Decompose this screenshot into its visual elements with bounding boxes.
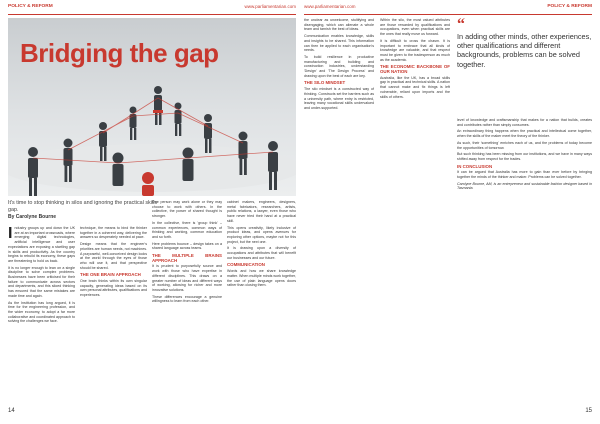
paragraph: An extraordinary thing happens when the practical and intellectual come together, when the skills of the maker meet the theory of the thinker. bbox=[457, 129, 592, 139]
text-column-5 bbox=[304, 18, 374, 406]
right-page-header bbox=[304, 0, 592, 15]
paragraph: It is difficult to cross the chasm. It is important to embrace that all kinds of knowledge are valuable, and that respect must be given to the tradesperson as much as the academic. bbox=[380, 38, 450, 62]
text-column-3 bbox=[152, 200, 222, 406]
page-number-right: 15 bbox=[585, 408, 592, 414]
paragraph: It is prudent to purposefully source and work with those who have expertise in different disciplines. This draws on a greater number of ideas and different ways of working, allowing for richer and more innovative solutions. bbox=[152, 264, 222, 292]
paragraph: cabinet makers, engineers, designers, metal fabricators, researchers, artists, public relations, a lawyer, even those who have never tried their hand at a practical skill. bbox=[227, 200, 296, 223]
text-column-4 bbox=[227, 200, 296, 406]
paragraph: Words and how we share knowledge matter. When multiple minds work together, the use of plain language opens doors rather than closing them. bbox=[227, 269, 296, 288]
paragraph: ndustry groups up and down the UK are at an important crossroads, where emerging digital technologies, artificial intelligence and user expectations are exposing a startling gap in skills and productivity. As the country begins to rebuild its economy, these gaps are threatening to hold us back. bbox=[8, 226, 75, 263]
paragraph: Australia, like the UK, has a broad skills gap in practical and technical skills. A nation that cannot make and fix things is left vulnerable, reliant upon imports and the skills of others. bbox=[380, 75, 450, 99]
section-heading: THE SILO MINDSET bbox=[304, 80, 346, 86]
paragraph: Here problems bounce – design takes on a shared language across teams. bbox=[152, 241, 222, 251]
paragraph: It is no longer enough to lean on a single discipline to solve complex problems. Businesses have been criticised for their failure to communicate across sectors and departments, and this siloed thinking has ensured that the same mistakes are made time and again. bbox=[8, 265, 75, 298]
pull-quote-text: In adding other minds, other experiences, other qualifications and different backgrounds, problems can be solved together. bbox=[457, 32, 592, 69]
paragraph: level of knowledge and craftsmanship that makes for a nation that builds, creates and contributes rather than simply consumes. bbox=[457, 118, 592, 127]
paragraph: As the Institution has long argued, it is time for the engineering profession, and the wider economy, to adopt a far more collaborative and coordinated approach to solving the challenges we face. bbox=[8, 300, 75, 324]
article-title: Bridging the gap bbox=[20, 38, 219, 68]
paragraph: One brain thinks within its own singular capacity, generating ideas based on its own personal attributes, qualifications and experiences. bbox=[80, 279, 147, 298]
text-column-6 bbox=[380, 18, 450, 406]
paragraph: But such thinking has been missing from our institutions, and we have in many ways shifted away from respect for the trades. bbox=[457, 152, 592, 161]
pull-quote bbox=[457, 18, 592, 69]
section-heading: THE ECONOMIC BACKBONE OF OUR NATION bbox=[380, 64, 450, 75]
paragraph: In the collective, there is 'group think' – common experiences, common ways of thinking and working, common education and so forth. bbox=[152, 220, 222, 239]
author-byline: By Carolyne Bourne bbox=[8, 214, 57, 220]
website-url[interactable]: www.parliamentarian.com bbox=[304, 4, 356, 9]
paragraph: One person may work alone or they may choose to work with others. In the collective, the power of shared thought is stronger. bbox=[152, 200, 222, 219]
website-url[interactable]: www.parliamentarian.com bbox=[244, 4, 296, 9]
text-column-2 bbox=[80, 226, 147, 406]
paragraph: technique, the means to bind the thinker together in a coherent way, delivering the answers so desperately needed at pace. bbox=[80, 226, 147, 240]
paragraph: These differences encourage a genuine willingness to learn from each other. bbox=[152, 294, 222, 304]
section-heading: THE ONE BRAIN APPROACH bbox=[80, 272, 141, 278]
page-number-left: 14 bbox=[8, 408, 15, 414]
text-column-7 bbox=[457, 118, 592, 406]
section-label: POLICY & REFORM bbox=[8, 4, 53, 9]
paragraph: As such, their 'something' enriches each of us, and the problems of today become the opportunities of tomorrow. bbox=[457, 140, 592, 150]
drop-cap: I bbox=[8, 225, 13, 242]
paragraph: It can be argued that Australia has more to gain than ever before by bringing together the minds of the thinker and maker. Problems can be solved together. bbox=[457, 170, 592, 180]
paragraph: Design means that the engineer's priorities are human needs, not machines. A purposeful, well-conceived design looks at the world through the eyes of those who will use it, and that perspective should be shared. bbox=[80, 242, 147, 270]
paragraph: Communication enables knowledge, skills and insights to be shared. This information can then be applied to each organisation's needs. bbox=[304, 34, 374, 53]
section-heading: THE MULTIPLE BRAINS APPROACH bbox=[152, 253, 222, 263]
section-heading: COMMUNICATION bbox=[227, 262, 265, 268]
paragraph: Within the silo, the most valued attributes are those rewarded by qualifications and occupations, even when practical skills are the ones that really move us forward. bbox=[380, 18, 450, 37]
paragraph: The silo mindset is a constructed way of thinking. Constructs set the barriers such as a university path, where entry is restricted, leaving many vocational skills undervalued and under-supported. bbox=[304, 87, 374, 110]
quote-mark-icon: “ bbox=[457, 16, 465, 33]
hero-image bbox=[8, 18, 296, 196]
paragraph: To build resilience in productive manufacturing and building and construction industries, understanding 'Design' and 'The Design Process' and drawing upon the best of each are key. bbox=[304, 54, 374, 78]
left-page-header bbox=[8, 0, 296, 15]
author-bio: Carolyne Bourne, AM, is an entrepreneur and sustainable fashion designer based in Tasmania. bbox=[457, 181, 592, 191]
text-column-1 bbox=[8, 226, 75, 406]
section-heading: IN CONCLUSION bbox=[457, 163, 493, 169]
paragraph: the unclear as unwelcome, stultifying and disengaging, which can alienate a whole team and tarnish the best of ideas. bbox=[304, 18, 374, 32]
article-standfirst: It's time to stop thinking in silos and ignoring the practical skills gap. bbox=[8, 200, 158, 213]
paragraph: This opens creativity, likely inclusive of product ideas, and opens avenues for exploring other options, maybe not for this project, but the next one. bbox=[227, 225, 296, 244]
section-label: POLICY & REFORM bbox=[547, 4, 592, 9]
paragraph: It is drawing upon a diversity of occupations and attributes that will benefit our businesses and our future. bbox=[227, 246, 296, 260]
